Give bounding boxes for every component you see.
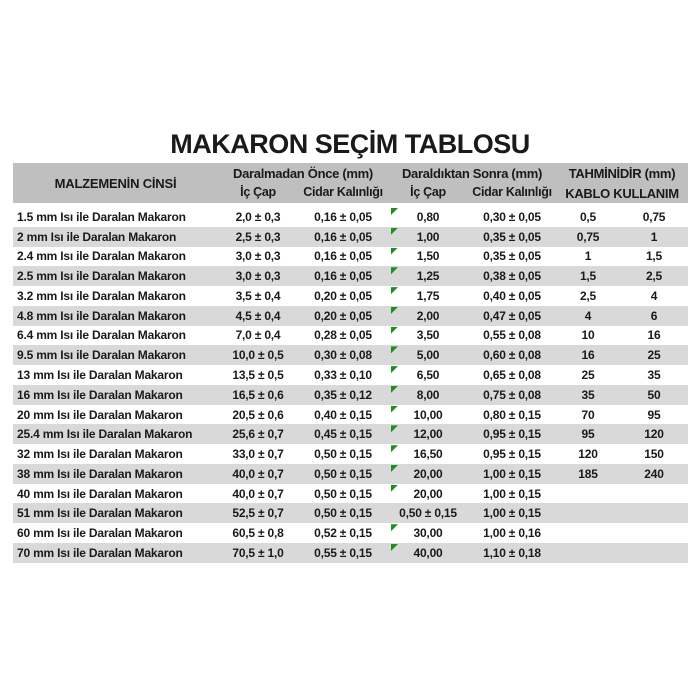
cell-cable-usage-max: 0,75 bbox=[642, 209, 666, 224]
cell-wall-thickness-after: 0,65 ± 0,08 bbox=[483, 368, 541, 382]
error-triangle-icon bbox=[391, 485, 398, 492]
cell-material: 32 mm Isı ile Daralan Makaron bbox=[17, 447, 183, 462]
cell-inner-diameter-after bbox=[388, 306, 468, 326]
cell-text: 2,00 bbox=[416, 308, 440, 323]
cell-cable-usage-min: 0,5 bbox=[579, 209, 597, 224]
cell-inner-diameter-before: 3,0 ± 0,3 bbox=[235, 249, 281, 264]
cell-cable-usage-min: 10 bbox=[581, 328, 595, 343]
error-triangle-icon bbox=[391, 307, 398, 314]
table-row bbox=[13, 227, 688, 247]
cell-inner-diameter-after bbox=[388, 484, 468, 504]
cell-cable-usage-max: 16 bbox=[647, 328, 661, 343]
cell-wall-thickness-before: 0,40 ± 0,15 bbox=[314, 407, 372, 422]
cell-wall-thickness-before: 0,35 ± 0,12 bbox=[314, 387, 372, 402]
cell-cable-usage-max: 4 bbox=[650, 288, 658, 303]
cell-cable-usage-min: 95 bbox=[581, 427, 595, 442]
cell-inner-diameter-after bbox=[388, 405, 468, 425]
header-group-after bbox=[388, 163, 556, 203]
error-triangle-icon bbox=[391, 445, 398, 452]
cell-cable-usage-max: 35 bbox=[647, 368, 661, 382]
cell-wall-thickness-before: 0,28 ± 0,05 bbox=[314, 328, 372, 343]
cell-text: 1,25 bbox=[416, 269, 440, 284]
table-row bbox=[13, 405, 688, 425]
cell-cable-usage-min: 1,5 bbox=[579, 269, 597, 284]
cell-cable-usage-max: 1 bbox=[650, 229, 658, 244]
cell-cable-usage-max bbox=[620, 543, 688, 563]
cell-text: 12,00 bbox=[413, 427, 443, 442]
cell-cable-usage-min: 35 bbox=[581, 387, 595, 402]
cell-cable-usage-max: 150 bbox=[644, 447, 664, 462]
cell-material: 6.4 mm Isı ile Daralan Makaron bbox=[17, 328, 186, 343]
cell-text: 40,00 bbox=[413, 545, 443, 560]
header-sub-cable-usage: KABLO KULLANIM bbox=[565, 186, 679, 201]
cell-cable-usage-max bbox=[620, 503, 688, 523]
cell-inner-diameter-before: 10,0 ± 0,5 bbox=[232, 348, 284, 363]
error-triangle-icon bbox=[391, 327, 398, 334]
cell-cable-usage-min bbox=[556, 484, 620, 504]
cell-wall-thickness-after: 0,30 ± 0,05 bbox=[483, 209, 541, 224]
cell-material: 13 mm Isı ile Daralan Makaron bbox=[17, 368, 183, 382]
cell-wall-thickness-after: 0,60 ± 0,08 bbox=[483, 348, 541, 363]
cell-material: 51 mm Isı ile Daralan Makaron bbox=[17, 506, 183, 521]
cell-wall-thickness-after: 0,40 ± 0,05 bbox=[483, 288, 541, 303]
cell-inner-diameter-after bbox=[388, 207, 468, 227]
error-triangle-icon bbox=[391, 544, 398, 551]
cell-inner-diameter-before: 3,0 ± 0,3 bbox=[235, 269, 281, 284]
cell-inner-diameter-before: 16,5 ± 0,6 bbox=[232, 387, 284, 402]
cell-inner-diameter-before: 40,0 ± 0,7 bbox=[232, 486, 284, 501]
cell-material: 2.5 mm Isı ile Daralan Makaron bbox=[17, 269, 186, 284]
cell-cable-usage-min bbox=[556, 543, 620, 563]
cell-wall-thickness-after: 1,00 ± 0,16 bbox=[483, 526, 541, 541]
cell-text: 1,75 bbox=[416, 288, 440, 303]
cell-inner-diameter-after bbox=[388, 326, 468, 346]
cell-wall-thickness-after: 1,00 ± 0,15 bbox=[483, 506, 541, 521]
header-group-before-label: Daralmadan Önce (mm) bbox=[233, 166, 373, 181]
cell-text: 8,00 bbox=[416, 387, 440, 402]
cell-material: 40 mm Isı ile Daralan Makaron bbox=[17, 486, 183, 501]
cell-inner-diameter-after bbox=[388, 523, 468, 543]
cell-wall-thickness-after: 1,10 ± 0,18 bbox=[483, 545, 541, 560]
cell-text: 16,50 bbox=[413, 447, 443, 462]
cell-text: 1,50 bbox=[416, 249, 440, 264]
cell-cable-usage-min: 2,5 bbox=[579, 288, 597, 303]
error-triangle-icon bbox=[391, 465, 398, 472]
cell-wall-thickness-after: 0,80 ± 0,15 bbox=[483, 407, 541, 422]
cell-inner-diameter-after bbox=[388, 227, 468, 247]
cell-cable-usage-max: 240 bbox=[644, 466, 664, 481]
cell-inner-diameter-before: 2,0 ± 0,3 bbox=[235, 209, 281, 224]
cell-text: 10,00 bbox=[413, 407, 443, 422]
table-row bbox=[13, 266, 688, 286]
table-row bbox=[13, 306, 688, 326]
cell-text: 20,00 bbox=[413, 466, 443, 481]
cell-cable-usage-min: 0,75 bbox=[576, 229, 600, 244]
cell-cable-usage-min: 120 bbox=[578, 447, 598, 462]
cell-cable-usage-max bbox=[620, 523, 688, 543]
cell-wall-thickness-before: 0,16 ± 0,05 bbox=[314, 269, 372, 284]
cell-wall-thickness-after: 0,35 ± 0,05 bbox=[483, 249, 541, 264]
cell-inner-diameter-after bbox=[388, 385, 468, 405]
cell-material: 60 mm Isı ile Daralan Makaron bbox=[17, 526, 183, 541]
cell-inner-diameter-before: 3,5 ± 0,4 bbox=[235, 288, 281, 303]
header-sub-wall-thickness-before: Cidar Kalınlığı bbox=[303, 185, 383, 199]
table-row bbox=[13, 345, 688, 365]
cell-inner-diameter-before: 13,5 ± 0,5 bbox=[232, 368, 284, 382]
table-row bbox=[13, 464, 688, 484]
cell-inner-diameter-before: 7,0 ± 0,4 bbox=[235, 328, 281, 343]
cell-wall-thickness-before: 0,55 ± 0,15 bbox=[314, 545, 372, 560]
cell-inner-diameter-after bbox=[388, 266, 468, 286]
cell-wall-thickness-before: 0,30 ± 0,08 bbox=[314, 348, 372, 363]
cell-wall-thickness-after: 0,55 ± 0,08 bbox=[483, 328, 541, 343]
cell-text: 6,50 bbox=[416, 368, 440, 382]
header-subrow-after bbox=[388, 183, 556, 203]
header-group-before bbox=[218, 163, 388, 203]
table-row bbox=[13, 484, 688, 504]
cell-text: 1,00 bbox=[416, 229, 440, 244]
cell-inner-diameter-after bbox=[388, 464, 468, 484]
cell-material: 20 mm Isı ile Daralan Makaron bbox=[17, 407, 183, 422]
table-row bbox=[13, 247, 688, 267]
header-group-after-label: Daraldıktan Sonra (mm) bbox=[401, 166, 543, 181]
cell-cable-usage-max bbox=[620, 484, 688, 504]
cell-material: 2.4 mm Isı ile Daralan Makaron bbox=[17, 249, 186, 264]
cell-material: 1.5 mm Isı ile Daralan Makaron bbox=[17, 209, 186, 224]
cell-material: 70 mm Isı ile Daralan Makaron bbox=[17, 545, 183, 560]
cell-material: 2 mm Isı ile Daralan Makaron bbox=[17, 229, 177, 244]
error-triangle-icon bbox=[391, 406, 398, 413]
table-row bbox=[13, 207, 688, 227]
table-row bbox=[13, 365, 688, 385]
table-row bbox=[13, 385, 688, 405]
cell-wall-thickness-before: 0,45 ± 0,15 bbox=[314, 427, 372, 442]
cell-cable-usage-min bbox=[556, 523, 620, 543]
cell-wall-thickness-after: 0,75 ± 0,08 bbox=[483, 387, 541, 402]
cell-wall-thickness-after: 0,47 ± 0,05 bbox=[483, 308, 541, 323]
header-group-estimate bbox=[556, 163, 688, 203]
cell-wall-thickness-before: 0,50 ± 0,15 bbox=[314, 466, 372, 481]
cell-material: 9.5 mm Isı ile Daralan Makaron bbox=[17, 348, 186, 363]
cell-inner-diameter-before: 2,5 ± 0,3 bbox=[235, 229, 281, 244]
cell-cable-usage-max: 6 bbox=[650, 308, 658, 323]
cell-inner-diameter-before: 4,5 ± 0,4 bbox=[235, 308, 281, 323]
cell-wall-thickness-after: 1,00 ± 0,15 bbox=[483, 486, 541, 501]
cell-text: 20,00 bbox=[413, 486, 443, 501]
cell-inner-diameter-before: 70,5 ± 1,0 bbox=[232, 545, 284, 560]
cell-cable-usage-min: 185 bbox=[578, 466, 598, 481]
cell-inner-diameter-after bbox=[388, 365, 468, 385]
table-row bbox=[13, 286, 688, 306]
cell-cable-usage-min bbox=[556, 503, 620, 523]
table-row bbox=[13, 444, 688, 464]
cell-wall-thickness-before: 0,16 ± 0,05 bbox=[314, 209, 372, 224]
table-row bbox=[13, 503, 688, 523]
cell-wall-thickness-before: 0,50 ± 0,15 bbox=[314, 506, 372, 521]
cell-cable-usage-min: 70 bbox=[581, 407, 595, 422]
header-sub-wall-thickness-after: Cidar Kalınlığı bbox=[472, 185, 552, 199]
error-triangle-icon bbox=[391, 208, 398, 215]
table-row bbox=[13, 523, 688, 543]
cell-wall-thickness-before: 0,50 ± 0,15 bbox=[314, 447, 372, 462]
cell-inner-diameter-before: 52,5 ± 0,7 bbox=[232, 506, 284, 521]
cell-inner-diameter-after bbox=[388, 286, 468, 306]
cell-wall-thickness-before: 0,16 ± 0,05 bbox=[314, 229, 372, 244]
cell-text: 0,80 bbox=[416, 209, 440, 224]
cell-wall-thickness-after: 0,95 ± 0,15 bbox=[483, 427, 541, 442]
cell-text: 3,50 bbox=[416, 328, 440, 343]
cell-wall-thickness-after: 0,38 ± 0,05 bbox=[483, 269, 541, 284]
cell-wall-thickness-before: 0,33 ± 0,10 bbox=[314, 368, 372, 382]
header-sub-inner-diameter-before: İç Çap bbox=[240, 185, 276, 199]
error-triangle-icon bbox=[391, 287, 398, 294]
cell-cable-usage-max: 95 bbox=[647, 407, 661, 422]
cell-cable-usage-min: 4 bbox=[584, 308, 592, 323]
cell-text: 30,00 bbox=[413, 526, 443, 541]
header-sub-inner-diameter-after: İç Çap bbox=[410, 185, 446, 199]
cell-cable-usage-max: 2,5 bbox=[645, 269, 663, 284]
cell-cable-usage-min: 1 bbox=[584, 249, 592, 264]
cell-text: 5,00 bbox=[416, 348, 440, 363]
cell-material: 3.2 mm Isı ile Daralan Makaron bbox=[17, 288, 186, 303]
error-triangle-icon bbox=[391, 248, 398, 255]
cell-inner-diameter-after bbox=[388, 424, 468, 444]
cell-inner-diameter-after: 0,50 ± 0,15 bbox=[399, 506, 457, 521]
cell-wall-thickness-after: 1,00 ± 0,15 bbox=[483, 466, 541, 481]
cell-inner-diameter-before: 25,6 ± 0,7 bbox=[232, 427, 284, 442]
cell-inner-diameter-before: 20,5 ± 0,6 bbox=[232, 407, 284, 422]
error-triangle-icon bbox=[391, 386, 398, 393]
cell-inner-diameter-before: 60,5 ± 0,8 bbox=[232, 526, 284, 541]
cell-cable-usage-max: 1,5 bbox=[645, 249, 663, 264]
error-triangle-icon bbox=[391, 524, 398, 531]
cell-inner-diameter-after bbox=[388, 247, 468, 267]
makaron-selection-table bbox=[13, 163, 688, 563]
cell-inner-diameter-before: 40,0 ± 0,7 bbox=[232, 466, 284, 481]
cell-wall-thickness-before: 0,20 ± 0,05 bbox=[314, 308, 372, 323]
cell-cable-usage-min: 16 bbox=[581, 348, 595, 363]
cell-material: 38 mm Isı ile Daralan Makaron bbox=[17, 466, 183, 481]
cell-inner-diameter-after bbox=[388, 444, 468, 464]
cell-wall-thickness-before: 0,20 ± 0,05 bbox=[314, 288, 372, 303]
cell-inner-diameter-after bbox=[388, 543, 468, 563]
table-header bbox=[13, 163, 688, 203]
error-triangle-icon bbox=[391, 425, 398, 432]
cell-wall-thickness-before: 0,52 ± 0,15 bbox=[314, 526, 372, 541]
header-material: MALZEMENİN CİNSİ bbox=[54, 175, 177, 191]
cell-material: 25.4 mm Isı ile Daralan Makaron bbox=[17, 427, 193, 442]
table-row bbox=[13, 424, 688, 444]
cell-cable-usage-max: 50 bbox=[647, 387, 661, 402]
page-title: MAKARON SEÇİM TABLOSU bbox=[170, 129, 530, 159]
error-triangle-icon bbox=[391, 267, 398, 274]
header-group-estimate-label: TAHMİNİDİR (mm) bbox=[568, 166, 676, 181]
cell-cable-usage-max: 25 bbox=[647, 348, 661, 363]
cell-wall-thickness-before: 0,50 ± 0,15 bbox=[314, 486, 372, 501]
cell-wall-thickness-after: 0,35 ± 0,05 bbox=[483, 229, 541, 244]
table-body bbox=[13, 207, 688, 563]
table-row bbox=[13, 543, 688, 563]
header-subrow-before bbox=[218, 183, 388, 203]
error-triangle-icon bbox=[391, 228, 398, 235]
cell-wall-thickness-before: 0,16 ± 0,05 bbox=[314, 249, 372, 264]
cell-material: 16 mm Isı ile Daralan Makaron bbox=[17, 387, 183, 402]
cell-inner-diameter-after bbox=[388, 345, 468, 365]
cell-material: 4.8 mm Isı ile Daralan Makaron bbox=[17, 308, 186, 323]
cell-wall-thickness-after: 0,95 ± 0,15 bbox=[483, 447, 541, 462]
error-triangle-icon bbox=[391, 346, 398, 353]
cell-inner-diameter-before: 33,0 ± 0,7 bbox=[232, 447, 284, 462]
table-row bbox=[13, 326, 688, 346]
error-triangle-icon bbox=[391, 366, 398, 373]
cell-cable-usage-max: 120 bbox=[644, 427, 664, 442]
cell-cable-usage-min: 25 bbox=[581, 368, 595, 382]
